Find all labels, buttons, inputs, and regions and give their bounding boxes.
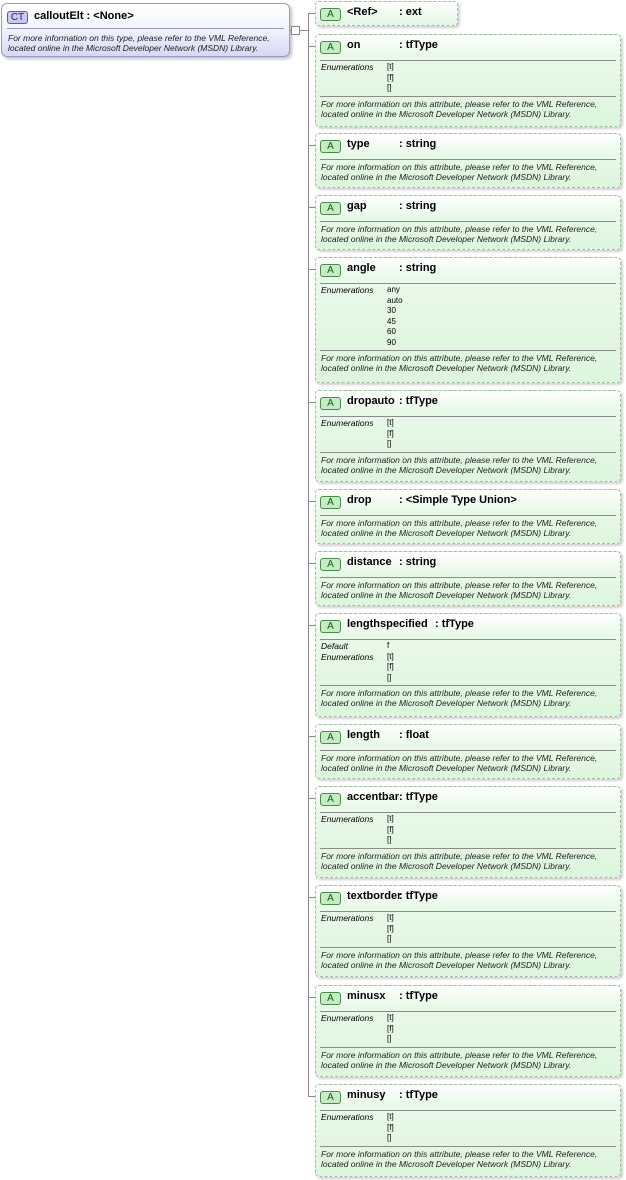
attribute-documentation: For more information on this attribute, please refer to the VML Reference, located online in the Microsoft Developer Network (MSDN) Library. — [321, 949, 598, 970]
enumeration-value: [] — [387, 1133, 392, 1142]
divider — [320, 848, 616, 849]
enumeration-value: [f] — [387, 923, 394, 933]
enumeration-value: [] — [387, 439, 392, 448]
complex-type-box[interactable] — [1, 3, 290, 57]
connector-line — [308, 1096, 315, 1097]
attribute-type: : string — [399, 200, 437, 212]
connector-line — [300, 30, 308, 31]
attribute-documentation: For more information on this attribute, please refer to the VML Reference, located online in the Microsoft Developer Network (MSDN) Library. — [321, 850, 598, 871]
enumeration-values — [387, 1013, 394, 1045]
enumeration-value: [t] — [387, 913, 394, 922]
divider — [320, 911, 616, 912]
enumeration-value: [] — [387, 1034, 392, 1043]
enumeration-value: [f] — [387, 824, 394, 834]
enumeration-values — [387, 1112, 394, 1144]
attribute-documentation: For more information on this attribute, please refer to the VML Reference, located online in the Microsoft Developer Network (MSDN) Library. — [321, 454, 598, 475]
attribute-icon: A — [320, 202, 341, 215]
enumeration-values — [387, 418, 394, 450]
attribute-box-accentbar[interactable] — [315, 786, 621, 878]
divider — [320, 1011, 616, 1012]
attribute-documentation: For more information on this attribute, please refer to the VML Reference, located online in the Microsoft Developer Network (MSDN) Library. — [321, 353, 598, 373]
attribute-type: : tfType — [399, 39, 438, 51]
attribute-type: : tfType — [399, 1089, 438, 1101]
connector-line — [308, 207, 315, 208]
divider — [320, 159, 616, 160]
attribute-box-type[interactable] — [315, 133, 621, 188]
divider — [320, 1146, 616, 1147]
attribute-icon: A — [320, 397, 341, 410]
attribute-name: on — [347, 39, 361, 51]
attribute-type: : tfType — [399, 395, 438, 407]
enumeration-values — [387, 814, 394, 846]
attribute-type: : tfType — [399, 890, 438, 902]
attribute-box-minusx[interactable] — [315, 985, 621, 1077]
enumeration-value: 60 — [387, 327, 396, 336]
attribute-box-angle[interactable] — [315, 257, 621, 383]
attribute-documentation: For more information on this attribute, please refer to the VML Reference, located online in the Microsoft Developer Network (MSDN) Library. — [321, 1049, 598, 1070]
enumeration-value: 90 — [387, 337, 396, 347]
attribute-name: dropauto — [347, 395, 395, 407]
attribute-type: : tfType — [435, 618, 474, 630]
enumerations-label: Enumerations — [321, 62, 374, 72]
attribute-box-gap[interactable] — [315, 195, 621, 250]
enumeration-value: [] — [387, 83, 392, 92]
default-label: Default — [321, 641, 348, 651]
attribute-box-length[interactable] — [315, 724, 621, 779]
enumeration-values — [387, 652, 394, 684]
attribute-documentation: For more information on this attribute, please refer to the VML Reference, located online in the Microsoft Developer Network (MSDN) Library. — [321, 162, 598, 182]
enumeration-value: [t] — [387, 1013, 394, 1022]
attribute-type: : tfType — [399, 990, 438, 1002]
attribute-documentation: For more information on this attribute, please refer to the VML Reference, located online in the Microsoft Developer Network (MSDN) Library. — [321, 518, 598, 538]
divider — [320, 639, 616, 640]
complex-type-icon: CT — [7, 11, 28, 24]
attribute-icon: A — [320, 1091, 341, 1104]
connector-line — [308, 625, 315, 626]
complex-type-documentation: For more information on this type, please refer to the VML Reference, located online in the Microsoft Developer Network (MSDN) Library. — [8, 33, 270, 53]
connector-line — [308, 798, 315, 799]
ref-name: <Ref> — [347, 6, 378, 18]
divider — [320, 1047, 616, 1048]
enumeration-value: any — [387, 285, 400, 294]
enumeration-values — [387, 62, 394, 94]
attribute-icon: A — [320, 8, 341, 21]
enumeration-value: [t] — [387, 62, 394, 71]
connector-line — [308, 997, 315, 998]
connector-line — [308, 736, 315, 737]
enumerations-label: Enumerations — [321, 814, 374, 824]
connector-trunk — [308, 13, 309, 1096]
attribute-name: minusy — [347, 1089, 386, 1101]
ref-type: : ext — [399, 6, 422, 18]
divider — [320, 60, 616, 61]
enumeration-value: [f] — [387, 428, 394, 438]
attribute-documentation: For more information on this attribute, please refer to the VML Reference, located online in the Microsoft Developer Network (MSDN) Library. — [321, 224, 598, 244]
attribute-box-dropauto[interactable] — [315, 390, 621, 482]
enumerations-label: Enumerations — [321, 418, 374, 428]
attribute-name: gap — [347, 200, 367, 212]
attribute-icon: A — [320, 731, 341, 744]
enumeration-value: [] — [387, 934, 392, 943]
attribute-name: drop — [347, 494, 372, 506]
attribute-name: length — [347, 729, 380, 741]
attribute-name: angle — [347, 262, 376, 274]
attribute-box-lengthspecified[interactable] — [315, 613, 621, 717]
attribute-documentation: For more information on this attribute, please refer to the VML Reference, located online in the Microsoft Developer Network (MSDN) Library. — [321, 580, 598, 600]
attribute-type: : string — [399, 556, 437, 568]
divider — [320, 750, 616, 751]
enumerations-label: Enumerations — [321, 285, 374, 295]
attribute-name: type — [347, 138, 370, 150]
attribute-type: : float — [399, 729, 429, 741]
attribute-type: : <Simple Type Union> — [399, 494, 517, 506]
enumeration-value: [] — [387, 672, 392, 682]
attribute-box-drop[interactable] — [315, 489, 621, 544]
attribute-name: lengthspecified — [347, 618, 428, 630]
connector-line — [308, 145, 315, 146]
divider — [7, 28, 284, 29]
attribute-icon: A — [320, 793, 341, 806]
enumerations-label: Enumerations — [321, 1112, 374, 1122]
divider — [320, 221, 616, 222]
enumeration-value: [f] — [387, 1122, 394, 1132]
enumeration-value: [f] — [387, 72, 394, 82]
enumeration-value: [t] — [387, 1112, 394, 1121]
enumeration-value: 45 — [387, 316, 396, 326]
enumeration-values — [387, 285, 403, 348]
attribute-icon: A — [320, 41, 341, 54]
attribute-icon: A — [320, 140, 341, 153]
enumeration-value: [f] — [387, 662, 394, 671]
connector-line — [308, 269, 315, 270]
attribute-documentation: For more information on this attribute, please refer to the VML Reference, located online in the Microsoft Developer Network (MSDN) Library. — [321, 98, 598, 119]
divider — [320, 515, 616, 516]
attribute-box-on[interactable] — [315, 34, 621, 127]
connector-line — [308, 13, 315, 14]
attribute-icon: A — [320, 496, 341, 509]
expand-toggle-icon[interactable] — [291, 26, 300, 35]
attribute-name: distance — [347, 556, 392, 568]
divider — [320, 96, 616, 97]
divider — [320, 1110, 616, 1111]
complex-type-title: calloutElt : <None> — [34, 10, 134, 22]
connector-line — [308, 46, 315, 47]
attribute-icon: A — [320, 558, 341, 571]
attribute-icon: A — [320, 892, 341, 905]
attribute-documentation: For more information on this attribute, please refer to the VML Reference, located online in the Microsoft Developer Network (MSDN) Library. — [321, 1148, 598, 1169]
divider — [320, 416, 616, 417]
attribute-box-textborder[interactable] — [315, 885, 621, 977]
attribute-icon: A — [320, 620, 341, 633]
default-value: f — [387, 641, 390, 650]
divider — [320, 350, 616, 351]
attribute-box-minusy[interactable] — [315, 1084, 621, 1177]
divider — [320, 283, 616, 284]
enumeration-value: [f] — [387, 1023, 394, 1033]
ref-attribute-box[interactable] — [315, 1, 458, 26]
enumerations-label: Enumerations — [321, 1013, 374, 1023]
attribute-type: : tfType — [399, 791, 438, 803]
attribute-name: minusx — [347, 990, 386, 1002]
connector-line — [308, 501, 315, 502]
enumeration-value: [t] — [387, 814, 394, 823]
divider — [320, 685, 616, 686]
enumeration-values — [387, 913, 394, 945]
enumeration-value: [t] — [387, 418, 394, 427]
divider — [320, 947, 616, 948]
enumeration-value: [t] — [387, 651, 394, 661]
enumeration-value: auto — [387, 295, 403, 305]
divider — [320, 812, 616, 813]
enumeration-value: [] — [387, 835, 392, 844]
attribute-name: accentbar — [347, 791, 399, 803]
attribute-documentation: For more information on this attribute, please refer to the VML Reference, located online in the Microsoft Developer Network (MSDN) Library. — [321, 688, 598, 708]
attribute-name: textborder — [347, 890, 402, 902]
connector-line — [308, 402, 315, 403]
divider — [320, 452, 616, 453]
attribute-type: : string — [399, 262, 437, 274]
divider — [320, 577, 616, 578]
attribute-icon: A — [320, 992, 341, 1005]
attribute-icon: A — [320, 264, 341, 277]
attribute-type: : string — [399, 138, 437, 150]
enumerations-label: Enumerations — [321, 913, 374, 923]
connector-line — [308, 897, 315, 898]
attribute-documentation: For more information on this attribute, please refer to the VML Reference, located online in the Microsoft Developer Network (MSDN) Library. — [321, 753, 598, 773]
enumeration-value: 30 — [387, 306, 396, 315]
connector-line — [308, 563, 315, 564]
attribute-box-distance[interactable] — [315, 551, 621, 606]
enumerations-label: Enumerations — [321, 651, 374, 662]
